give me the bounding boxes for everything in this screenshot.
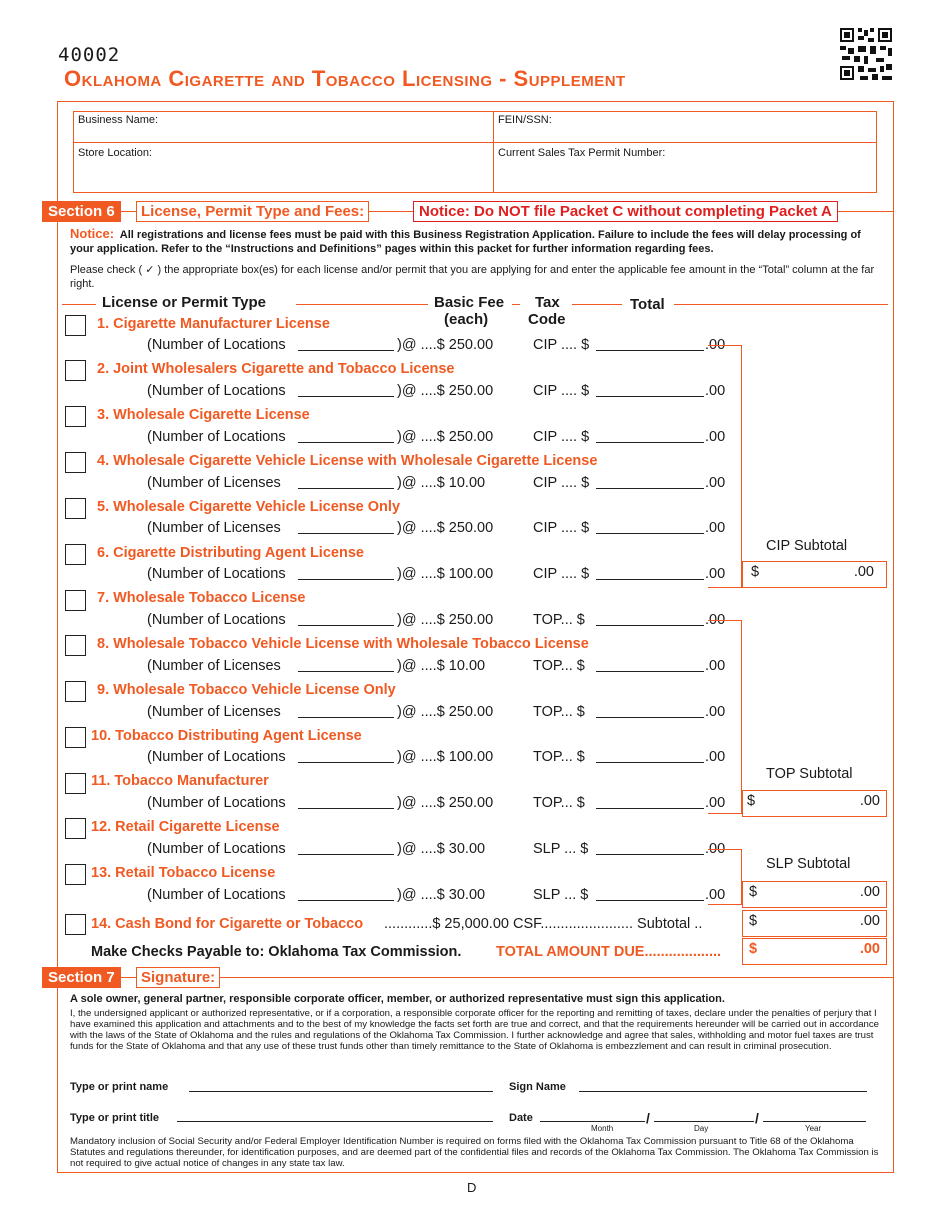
date-separator: /: [755, 1110, 759, 1126]
checkbox-license-6[interactable]: [65, 544, 86, 565]
store-location-field[interactable]: Store Location:: [78, 147, 152, 159]
checkbox-license-2[interactable]: [65, 360, 86, 381]
quantity-input[interactable]: [298, 383, 394, 397]
qr-code-icon: [838, 26, 894, 82]
total-input[interactable]: [596, 658, 704, 672]
license-fee-row: (Number of Locations )@ ....$ 30.00 SLP ... $ .00: [147, 841, 726, 857]
cip-bracket: [708, 345, 742, 588]
business-info-box: [73, 111, 877, 193]
slp-subtotal-field[interactable]: $ .00: [742, 881, 887, 908]
license-title: 7. Wholesale Tobacco License: [97, 590, 306, 606]
license-fee-row: (Number of Locations )@ ....$ 250.00 TOP... $ .00: [147, 795, 726, 811]
print-name-input[interactable]: [189, 1091, 493, 1092]
total-input[interactable]: [596, 841, 704, 855]
total-input[interactable]: [596, 749, 704, 763]
slp-subtotal-label: SLP Subtotal: [766, 856, 851, 872]
quantity-input[interactable]: [298, 566, 394, 580]
cash-bond-subtotal-field[interactable]: $ .00: [742, 910, 887, 937]
license-fee-row: (Number of Locations )@ ....$ 250.00 CIP .... $ .00: [147, 429, 726, 445]
date-month-input[interactable]: [540, 1121, 645, 1122]
total-input[interactable]: [596, 612, 704, 626]
total-input[interactable]: [596, 475, 704, 489]
license-fee-row: (Number of Licenses )@ ....$ 250.00 TOP... $ .00: [147, 704, 726, 720]
section7-title: Signature:: [136, 967, 220, 988]
license-fee-row: (Number of Locations )@ ....$ 250.00 TOP... $ .00: [147, 612, 726, 628]
checkbox-license-11[interactable]: [65, 773, 86, 794]
quantity-input[interactable]: [298, 704, 394, 718]
date-day-input[interactable]: [654, 1121, 754, 1122]
packet-notice: Notice: Do NOT file Packet C without completing Packet A: [413, 201, 838, 222]
checkbox-license-4[interactable]: [65, 452, 86, 473]
license-title: 4. Wholesale Cigarette Vehicle License with Wholesale Cigarette License: [97, 453, 598, 469]
license-title: 11. Tobacco Manufacturer: [91, 773, 269, 789]
cip-subtotal-field[interactable]: $ .00: [742, 561, 887, 588]
year-caption: Year: [805, 1124, 822, 1133]
total-input[interactable]: [596, 566, 704, 580]
total-input[interactable]: [596, 337, 704, 351]
license-fee-row: (Number of Locations )@ ....$ 250.00 CIP .... $ .00: [147, 383, 726, 399]
section6-tab: Section 6: [42, 201, 121, 222]
cip-subtotal-label: CIP Subtotal: [766, 538, 848, 554]
top-subtotal-label: TOP Subtotal: [766, 766, 853, 782]
checkbox-license-10[interactable]: [65, 727, 86, 748]
column-tax-code: Code: [528, 311, 566, 328]
license-title: 8. Wholesale Tobacco Vehicle License with Wholesale Tobacco License: [97, 636, 589, 652]
checkbox-cash-bond[interactable]: [65, 914, 86, 935]
checkbox-license-12[interactable]: [65, 818, 86, 839]
quantity-input[interactable]: [298, 887, 394, 901]
total-input[interactable]: [596, 429, 704, 443]
license-fee-row: (Number of Licenses )@ ....$ 10.00 TOP... $ .00: [147, 658, 726, 674]
total-amount-due-label: TOTAL AMOUNT DUE...................: [496, 944, 722, 960]
total-input[interactable]: [596, 887, 704, 901]
quantity-input[interactable]: [298, 520, 394, 534]
quantity-input[interactable]: [298, 749, 394, 763]
quantity-input[interactable]: [298, 475, 394, 489]
checkbox-license-7[interactable]: [65, 590, 86, 611]
form-code: 40002: [58, 44, 121, 66]
total-input[interactable]: [596, 520, 704, 534]
quantity-input[interactable]: [298, 612, 394, 626]
license-fee-row: (Number of Locations )@ ....$ 250.00 CIP .... $ .00: [147, 337, 726, 353]
quantity-input[interactable]: [298, 841, 394, 855]
total-amount-due-field[interactable]: $ .00: [742, 938, 887, 965]
form-title: Oklahoma Cigarette and Tobacco Licensing - Supplement: [64, 66, 626, 91]
date-separator: /: [646, 1110, 650, 1126]
business-name-field[interactable]: Business Name:: [78, 114, 159, 126]
checkbox-license-8[interactable]: [65, 635, 86, 656]
checkbox-license-5[interactable]: [65, 498, 86, 519]
total-input[interactable]: [596, 795, 704, 809]
signature-input[interactable]: [579, 1091, 867, 1092]
sign-name-label: Sign Name: [509, 1081, 566, 1093]
top-bracket: [708, 620, 742, 814]
checkbox-license-1[interactable]: [65, 315, 86, 336]
date-year-input[interactable]: [763, 1121, 866, 1122]
license-fee-row: (Number of Locations )@ ....$ 100.00 TOP... $ .00: [147, 749, 726, 765]
fee-notice: Notice: All registrations and license fees must be paid with this Business Registration Application. Failure to include the fees will delay processing of your application. Refer to the “Instructions and Definitions” pages within this packet for further information regarding fees.: [70, 226, 861, 255]
quantity-input[interactable]: [298, 429, 394, 443]
page-letter: D: [467, 1180, 477, 1195]
checkbox-license-13[interactable]: [65, 864, 86, 885]
license-title: 9. Wholesale Tobacco Vehicle License Only: [97, 682, 396, 698]
column-basic-fee: Basic Fee: [434, 294, 505, 311]
checkbox-license-3[interactable]: [65, 406, 86, 427]
license-fee-row: (Number of Locations )@ ....$ 100.00 CIP .... $ .00: [147, 566, 726, 582]
total-input[interactable]: [596, 383, 704, 397]
quantity-input[interactable]: [298, 658, 394, 672]
print-name-label: Type or print name: [70, 1081, 169, 1093]
day-caption: Day: [694, 1124, 709, 1133]
quantity-input[interactable]: [298, 337, 394, 351]
sales-tax-permit-field[interactable]: Current Sales Tax Permit Number:: [498, 147, 666, 159]
quantity-input[interactable]: [298, 795, 394, 809]
license-title: 6. Cigarette Distributing Agent License: [97, 545, 364, 561]
section6-title: License, Permit Type and Fees:: [136, 201, 369, 222]
month-caption: Month: [591, 1124, 614, 1133]
signature-requirement: A sole owner, general partner, responsible corporate officer, member, or authorized representative must sign this application.: [70, 993, 725, 1005]
column-basic-fee-sub: (each): [444, 311, 489, 328]
date-label: Date: [509, 1112, 533, 1124]
fein-field[interactable]: FEIN/SSN:: [498, 114, 552, 126]
license-title: 2. Joint Wholesalers Cigarette and Tobacco License: [97, 361, 455, 377]
cash-bond-title: 14. Cash Bond for Cigarette or Tobacco: [91, 916, 364, 932]
license-title: 12. Retail Cigarette License: [91, 819, 280, 835]
license-title: 10. Tobacco Distributing Agent License: [91, 728, 362, 744]
print-title-label: Type or print title: [70, 1112, 160, 1124]
check-instructions: Please check ( ✓ ) the appropriate box(es) for each license and/or permit that you are applying for and enter the applicable fee amount in the “Total” column at the far right.: [70, 264, 875, 290]
license-title: 3. Wholesale Cigarette License: [97, 407, 310, 423]
column-total: Total: [630, 296, 665, 313]
top-subtotal-field[interactable]: $ .00: [742, 790, 887, 817]
checkbox-license-9[interactable]: [65, 681, 86, 702]
column-license-type: License or Permit Type: [102, 294, 266, 311]
slp-bracket: [708, 849, 742, 905]
mandatory-ssn-notice: Mandatory inclusion of Social Security and/or Federal Employer Identification Number is required on forms filed with the Oklahoma Tax Commission pursuant to Title 68 of the Oklahoma Statutes and regulations thereunder, for identification purposes, and are deemed part of the confidential files and records of the Oklahoma Tax Commission. The Oklahoma Tax Commission is not required to give actual notice of changes in any state tax law.: [70, 1136, 879, 1169]
column-tax: Tax: [535, 294, 560, 311]
cash-bond-fee: ............$ 25,000.00 CSF....................... Subtotal ..: [384, 916, 703, 932]
license-fee-row: (Number of Licenses )@ ....$ 10.00 CIP .... $ .00: [147, 475, 726, 491]
license-title: 13. Retail Tobacco License: [91, 865, 276, 881]
license-title: 1. Cigarette Manufacturer License: [97, 316, 330, 332]
perjury-declaration: I, the undersigned applicant or authorized representative, or if a corporation, a responsible corporate officer for the reporting and remitting of taxes, declare under the penalties of perjury that I have examined this application and attachments and to the best of my knowledge the facts set forth are true and correct, and that the requirements hereunder will be carried out in accordance with the laws of the State of Oklahoma and the rules and regulations of the Oklahoma Tax Commission. I further acknowledge and agree that sales, withholding and motor fuel taxes are trust funds for the State of Oklahoma and that any use of these trust funds other than timely remittance to the State of Oklahoma is embezzlement and can result in criminal prosecution.: [70, 1008, 880, 1052]
payable-to: Make Checks Payable to: Oklahoma Tax Commission.: [91, 944, 462, 960]
license-fee-row: (Number of Licenses )@ ....$ 250.00 CIP .... $ .00: [147, 520, 726, 536]
section7-tab: Section 7: [42, 967, 121, 988]
total-input[interactable]: [596, 704, 704, 718]
print-title-input[interactable]: [177, 1121, 493, 1122]
license-fee-row: (Number of Locations )@ ....$ 30.00 SLP ... $ .00: [147, 887, 726, 903]
license-title: 5. Wholesale Cigarette Vehicle License Only: [97, 499, 401, 515]
